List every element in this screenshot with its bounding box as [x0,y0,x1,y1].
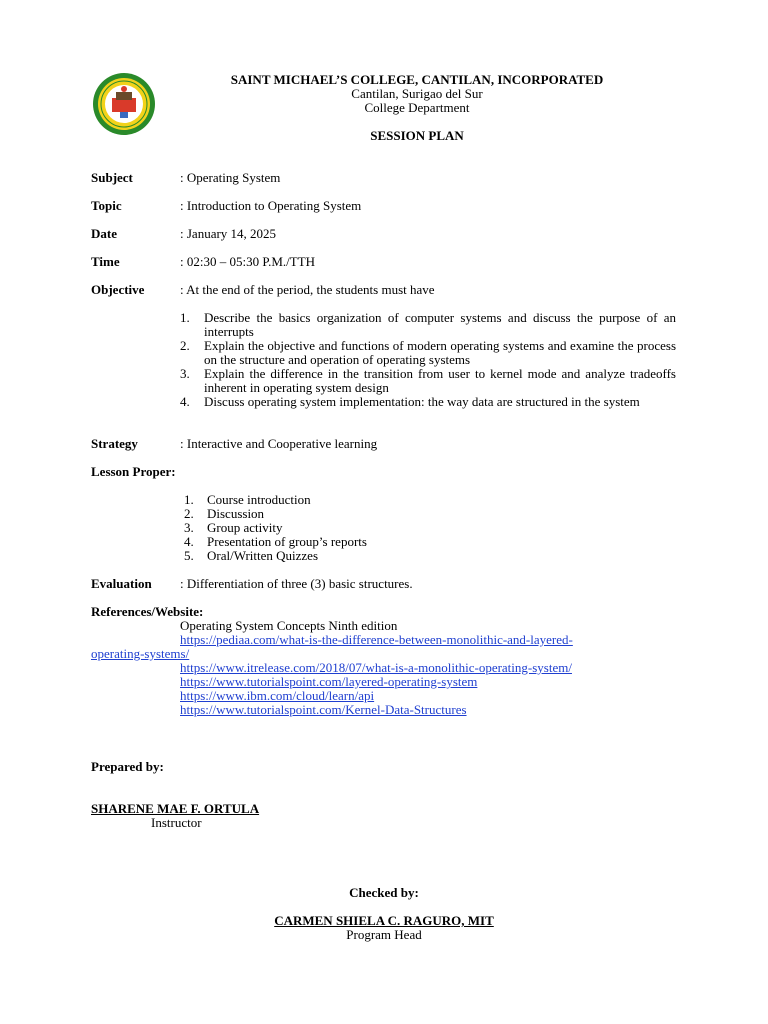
lesson-item: Oral/Written Quizzes [207,548,319,563]
department: College Department [364,100,470,115]
lesson-number: 3. [184,520,194,535]
college-address: Cantilan, Surigao del Sur [351,86,483,101]
reference-link[interactable]: https://www.tutorialspoint.com/layered-operating-system [180,674,478,689]
objective-number: 1. [180,310,190,325]
objective-number: 4. [180,394,190,409]
strategy-label: Strategy [91,436,138,451]
references-label: References/Website: [91,604,204,619]
checked-by-label: Checked by: [349,885,419,900]
lesson-number: 5. [184,548,194,563]
evaluation-value: : Differentiation of three (3) basic structures. [180,576,413,591]
date-value: : January 14, 2025 [180,226,277,241]
objective-item: Explain the objective and functions of modern operating systems and examine the process on the structure and operation of operating systems [204,338,676,367]
lesson-item: Presentation of group’s reports [207,534,367,549]
reference-link[interactable]: https://www.ibm.com/cloud/learn/api [180,688,375,703]
lesson-number: 4. [184,534,194,549]
lesson-item: Discussion [207,506,265,521]
objective-number: 3. [180,366,190,381]
reference-link[interactable]: https://pediaa.com/what-is-the-difference-between-monolithic-and-layered- [180,632,573,647]
college-seal-logo [92,72,156,136]
strategy-value: : Interactive and Cooperative learning [180,436,378,451]
reference-link[interactable]: operating-systems/ [91,646,190,661]
document-title: SESSION PLAN [370,128,464,143]
subject-value: : Operating System [180,170,281,185]
objective-number: 2. [180,338,190,353]
lesson-number: 2. [184,506,194,521]
objective-value: : At the end of the period, the students must have [180,282,435,297]
objective-item: Describe the basics organization of computer systems and discuss the purpose of an interrupts [204,310,676,339]
prepared-by-name: SHARENE MAE F. ORTULA [91,801,260,816]
objective-item: Explain the difference in the transition from user to kernel mode and analyze tradeoffs inherent in operating system design [204,366,676,395]
time-value: : 02:30 – 05:30 P.M./TTH [180,254,316,269]
lesson-number: 1. [184,492,194,507]
objective-label: Objective [91,282,145,297]
time-label: Time [91,254,120,269]
reference-link[interactable]: https://www.itrelease.com/2018/07/what-is-a-monolithic-operating-system/ [180,660,572,675]
topic-value: : Introduction to Operating System [180,198,362,213]
checked-by-name: CARMEN SHIELA C. RAGURO, MIT [274,913,494,928]
lesson-proper-label: Lesson Proper: [91,464,176,479]
college-name: SAINT MICHAEL’S COLLEGE, CANTILAN, INCORPORATED [230,72,604,87]
objective-item: Discuss operating system implementation: the way data are structured in the system [204,394,640,409]
prepared-by-role: Instructor [151,815,202,830]
topic-label: Topic [91,198,122,213]
lesson-item: Course introduction [207,492,311,507]
checked-by-role: Program Head [346,927,422,942]
lesson-item: Group activity [207,520,283,535]
reference-book: Operating System Concepts Ninth edition [180,618,398,633]
prepared-by-label: Prepared by: [91,759,164,774]
reference-link[interactable]: https://www.tutorialspoint.com/Kernel-Data-Structures [180,702,467,717]
date-label: Date [91,226,117,241]
evaluation-label: Evaluation [91,576,152,591]
subject-label: Subject [91,170,133,185]
